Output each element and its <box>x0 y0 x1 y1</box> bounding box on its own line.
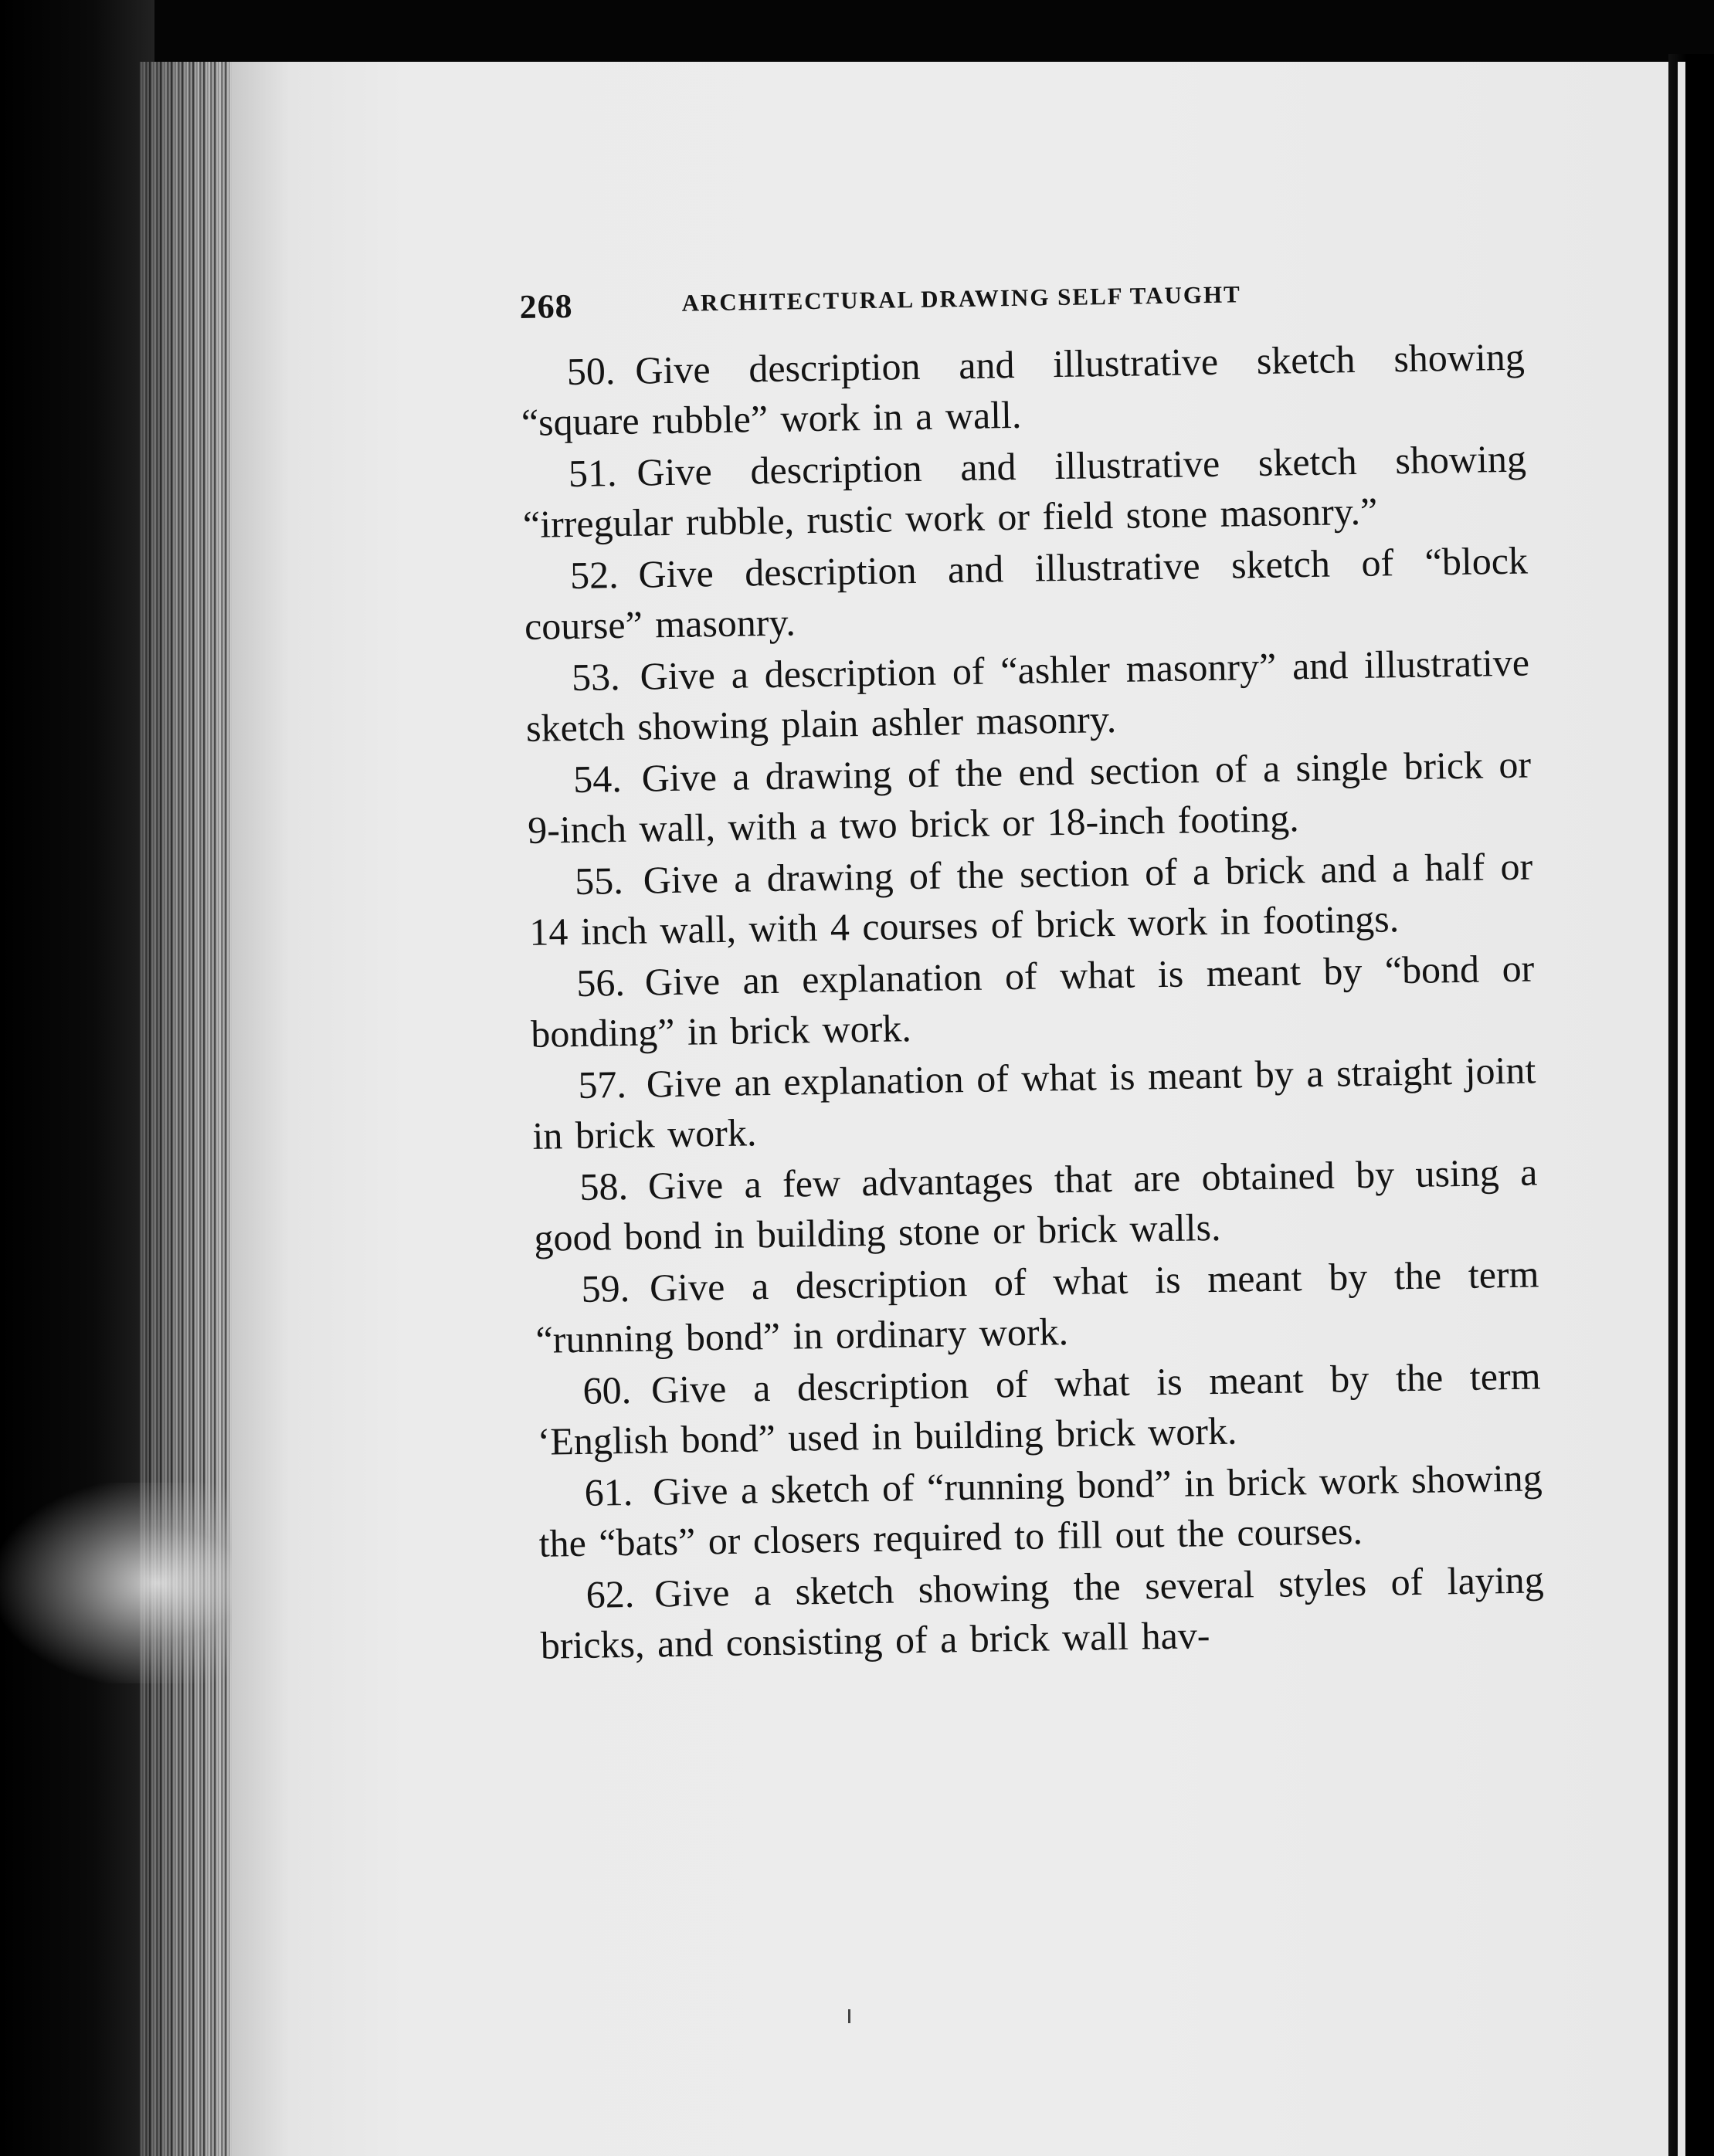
question-item <box>524 536 1529 652</box>
question-text: Give description and illustrative sketch showing “irregular rubble, rustic work or field stone masonry.” <box>522 436 1527 546</box>
question-text: Give a description of “ashler masonry” and illustrative sketch showing plain ashler masonry. <box>525 640 1530 750</box>
question-number: 62. <box>585 1571 635 1616</box>
question-text: Give a few advantages that are obtained by using a good bond in building stone or brick walls. <box>534 1150 1538 1259</box>
question-text: Give an explanation of what is meant by a straight joint in brick work. <box>532 1048 1536 1158</box>
question-item <box>527 740 1532 856</box>
question-item <box>536 1351 1542 1466</box>
next-page-sliver <box>1678 62 1685 2156</box>
scan-speck <box>848 2009 850 2023</box>
question-item <box>531 1045 1537 1161</box>
right-binding-edge <box>1668 54 1714 2156</box>
question-number: 54. <box>572 756 623 801</box>
question-text: Give a sketch of “running bond” in brick work showing the “bats” or closers required to fill out the courses. <box>538 1456 1543 1565</box>
page-number: 268 <box>519 286 573 326</box>
question-item <box>530 943 1536 1059</box>
question-number: 56. <box>575 960 626 1005</box>
question-item <box>535 1249 1540 1364</box>
question-text: Give a description of what is meant by the term “running bond” in ordinary work. <box>535 1252 1539 1361</box>
question-number: 55. <box>574 858 624 903</box>
question-item <box>539 1554 1545 1670</box>
question-text: Give description and illustrative sketch of “block course” masonry. <box>524 538 1529 648</box>
question-number: 53. <box>571 655 621 699</box>
question-text: Give an explanation of what is meant by “bond or bonding” in brick work. <box>530 946 1535 1056</box>
question-item <box>538 1453 1543 1568</box>
question-item <box>525 638 1531 754</box>
question-number: 52. <box>569 553 619 598</box>
question-number: 58. <box>579 1164 629 1209</box>
text-block <box>519 263 1545 1673</box>
question-text: Give a sketch showing the several styles of laying bricks, and consisting of a brick wall hav- <box>540 1558 1545 1667</box>
question-number: 57. <box>577 1062 627 1107</box>
question-text: Give a drawing of the end section of a single brick or 9-inch wall, with a two brick or 18-inch footing. <box>527 742 1532 852</box>
question-text: Give description and illustrative sketch showing “square rubble” work in a wall. <box>521 334 1526 444</box>
question-text: Give a drawing of the section of a brick and a half or 14 inch wall, with 4 courses of brick work in footings. <box>528 844 1533 954</box>
question-number: 60. <box>582 1368 632 1412</box>
running-head: ARCHITECTURAL DRAWING SELF TAUGHT <box>681 280 1242 317</box>
question-item <box>520 332 1526 448</box>
question-number: 51. <box>568 451 617 496</box>
question-item <box>533 1147 1539 1263</box>
question-number: 61. <box>584 1470 633 1514</box>
question-text: Give a description of what is meant by the term ‘English bond” used in building brick work. <box>537 1354 1541 1463</box>
question-item <box>521 434 1527 550</box>
question-number: 50. <box>566 349 616 394</box>
question-number: 59. <box>581 1266 630 1310</box>
page-damage-patch <box>0 1483 263 1683</box>
question-item <box>528 841 1534 957</box>
left-dark-margin <box>0 0 154 2156</box>
